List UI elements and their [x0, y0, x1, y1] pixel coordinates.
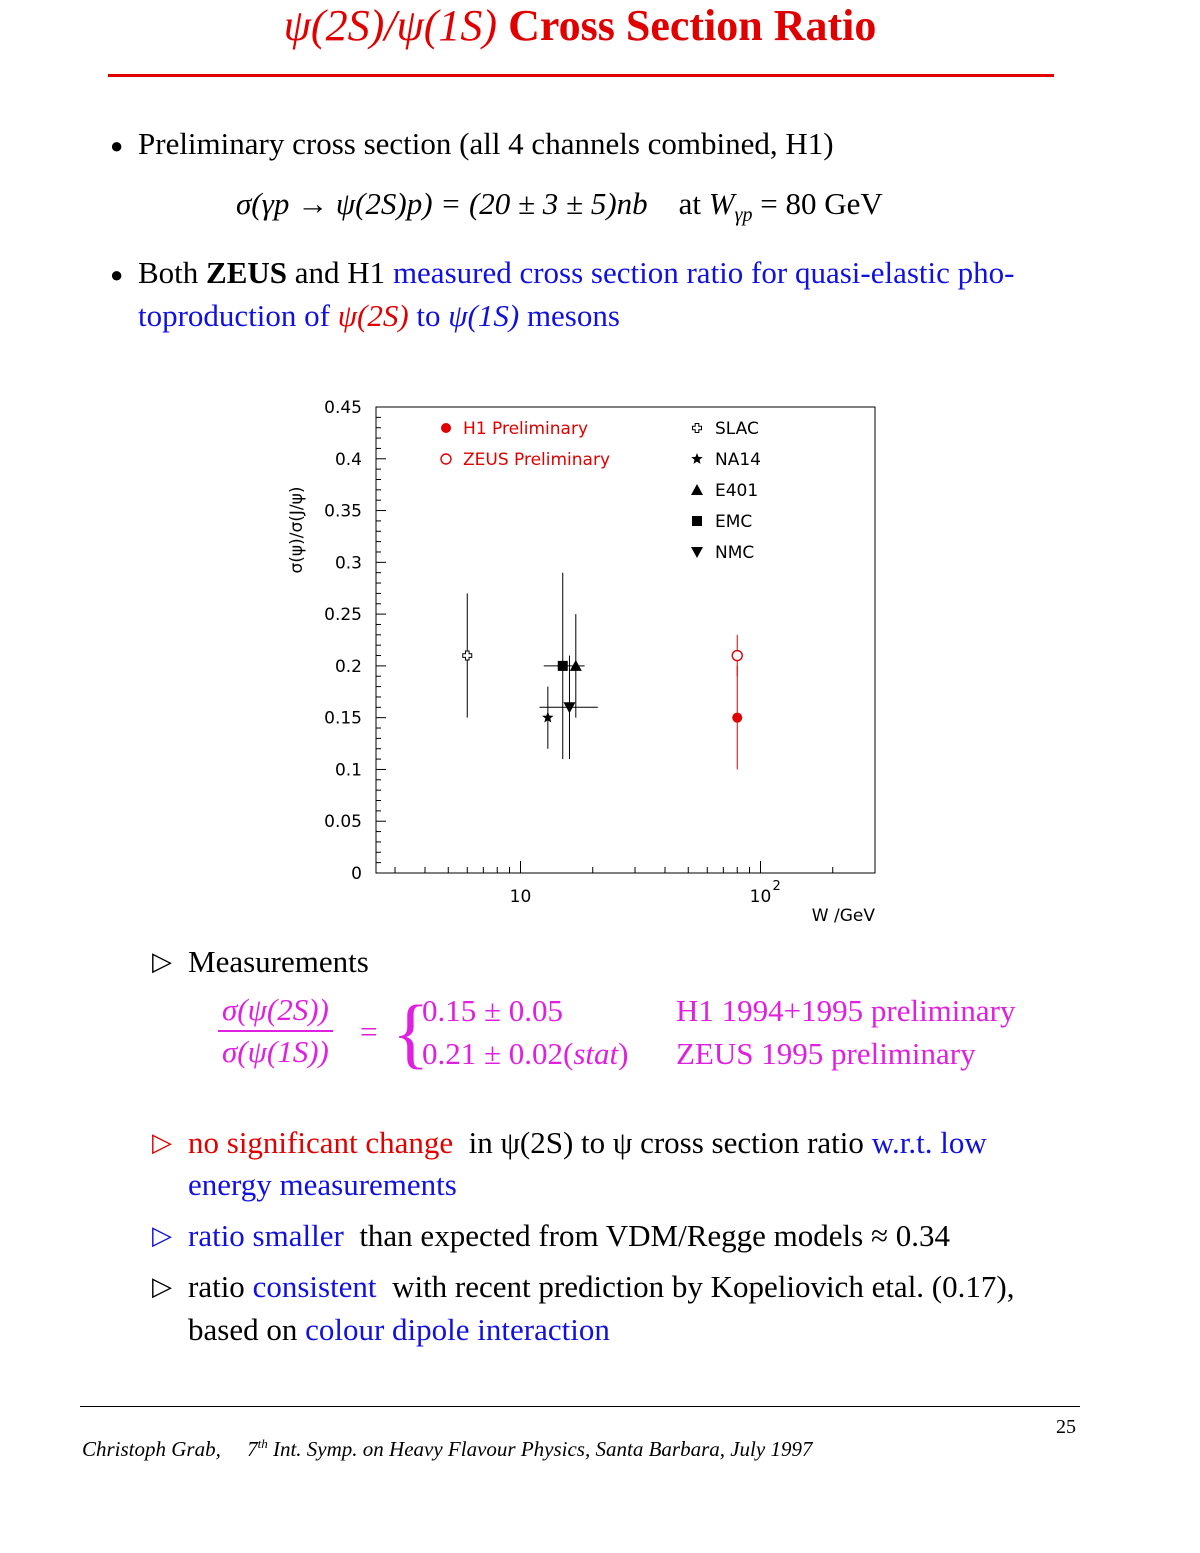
point2-line: [188, 1216, 950, 1256]
triangle-bullet-icon: ▷: [152, 947, 172, 976]
data-point-zeus-preliminary: [732, 651, 742, 661]
bullet2-and-h1: and H1: [294, 255, 386, 290]
brace: {: [392, 989, 430, 1076]
point3-line2: [188, 1310, 610, 1350]
footer-citation: [82, 1436, 812, 1462]
formula-lhs: σ(γp → ψ(2S)p) = (20 ± 3 ± 5)nb: [236, 186, 648, 221]
legend-label: NMC: [715, 543, 755, 563]
legend: [441, 419, 761, 563]
triangle-bullet-icon: ▷: [152, 1221, 172, 1250]
legend-label: ZEUS Preliminary: [463, 450, 611, 470]
y-tick-label: 0: [351, 864, 362, 884]
ratio-chart: [270, 390, 910, 940]
point2-blue: ratio smaller: [188, 1218, 344, 1253]
title-ratio: ψ(2S)/ψ(1S): [283, 1, 498, 50]
y-axis: [324, 398, 386, 884]
footer-conf-num: 7: [247, 1437, 258, 1461]
title-text: Cross Section Ratio: [508, 1, 877, 50]
row2-value-main: 0.21 ± 0.02(: [422, 1036, 574, 1071]
legend-marker: [692, 516, 702, 526]
y-tick-label: 0.05: [324, 812, 362, 833]
bullet2-zeus: ZEUS: [206, 255, 288, 290]
y-tick-label: 0.1: [334, 760, 362, 781]
measurements-fraction: [218, 990, 333, 1072]
equals-sign: =: [360, 1014, 378, 1049]
bullet2-mesons: mesons: [526, 298, 620, 333]
y-tick-label: 0.2: [334, 656, 362, 677]
fraction-numerator: σ(ψ(2S)): [218, 990, 333, 1032]
triangle-bullet-icon: ▷: [152, 1272, 172, 1301]
y-axis-label: σ(ψ)/σ(J/ψ): [287, 486, 307, 574]
bullet2-psi1s: ψ(1S): [448, 298, 520, 333]
triangle-bullet-icon: ▷: [152, 1128, 172, 1157]
point3-black3: based on: [188, 1312, 298, 1347]
bullet1-text: Preliminary cross section (all 4 channels combined, H1): [138, 126, 834, 161]
x-axis: [395, 861, 875, 907]
x-tick-label: 10: [509, 887, 532, 907]
row1-value: 0.15 ± 0.05: [422, 993, 564, 1028]
bullet1-formula: [236, 184, 883, 235]
bullet2-blue-line2a: toproduction of: [138, 298, 330, 333]
y-tick-label: 0.25: [324, 605, 362, 626]
point2-black: than expected from VDM/Regge models ≈ 0.34: [359, 1218, 950, 1253]
bullet2-prefix: Both: [138, 255, 199, 290]
page-title: [0, 0, 1160, 51]
bullet2-line2: [138, 296, 620, 336]
bullet-dot-2: ●: [110, 262, 124, 287]
x-axis-label: W /GeV: [811, 906, 875, 926]
bullet2-to: to: [416, 298, 441, 333]
point1-line1: [188, 1123, 987, 1163]
point3-black1: ratio: [188, 1269, 245, 1304]
x-tick-label: 10: [749, 887, 772, 907]
y-tick-label: 0.4: [334, 449, 362, 470]
page-number: 25: [1056, 1416, 1076, 1438]
legend-marker: [441, 423, 451, 433]
footer-author: Christoph Grab,: [82, 1437, 221, 1461]
legend-label: H1 Preliminary: [463, 419, 589, 439]
fraction-denominator: σ(ψ(1S)): [222, 1034, 329, 1069]
bullet-dot-1: ●: [110, 133, 124, 158]
y-tick-label: 0.45: [324, 398, 362, 418]
row1-source: H1 1994+1995 preliminary: [676, 993, 1016, 1028]
ratio-fraction: [218, 990, 333, 1072]
formula-w: W: [708, 186, 735, 221]
point3-blue1: consistent: [252, 1269, 377, 1304]
legend-marker: [691, 484, 703, 495]
legend-label: NA14: [715, 450, 761, 470]
bullet2-psi2s: ψ(2S): [337, 298, 409, 333]
footer-rule: [80, 1406, 1080, 1407]
y-tick-label: 0.3: [334, 553, 362, 574]
plot-frame: [376, 407, 875, 873]
legend-label: EMC: [715, 512, 753, 532]
formula-val: = 80 GeV: [760, 186, 883, 221]
legend-label: SLAC: [715, 419, 759, 439]
measurements-label: Measurements: [188, 944, 369, 979]
legend-marker: [691, 453, 702, 464]
footer-conf-sup: th: [257, 1436, 268, 1451]
point3-line1: [188, 1267, 1014, 1307]
legend-marker: [693, 424, 702, 433]
title-underline: [108, 74, 1054, 77]
point1-red: no significant change: [188, 1125, 454, 1160]
bullet2-blue-line1: measured cross section ratio for quasi-elastic pho-: [392, 255, 1015, 290]
point1-line2: energy measurements: [188, 1167, 457, 1202]
data-marks: [463, 573, 742, 770]
row2-close: ): [618, 1036, 629, 1071]
point3-black2: with recent prediction by Kopeliovich etal. (0.17),: [392, 1269, 1015, 1304]
y-tick-label: 0.15: [324, 708, 362, 729]
legend-marker: [691, 547, 703, 558]
point1-black: in ψ(2S) to ψ cross section ratio: [468, 1125, 864, 1160]
formula-at: at: [678, 186, 702, 221]
y-tick-label: 0.35: [324, 501, 362, 522]
point3-blue2: colour dipole interaction: [305, 1312, 610, 1347]
row2-stat: stat: [573, 1036, 619, 1071]
legend-marker: [441, 454, 451, 464]
row2-value: [422, 1034, 628, 1074]
bullet2-line1: [138, 253, 1014, 293]
footer-conf-rest: Int. Symp. on Heavy Flavour Physics, Santa Barbara, July 1997: [272, 1437, 813, 1461]
row2-source: ZEUS 1995 preliminary: [676, 1036, 976, 1071]
legend-label: E401: [715, 481, 759, 501]
data-point-h1-preliminary: [732, 713, 742, 723]
point1-blue1: w.r.t. low: [871, 1125, 987, 1160]
formula-sub: γp: [734, 204, 753, 227]
x-tick-sup: 2: [772, 879, 781, 894]
data-point-emc: [558, 661, 568, 671]
data-point-slac: [463, 651, 472, 660]
